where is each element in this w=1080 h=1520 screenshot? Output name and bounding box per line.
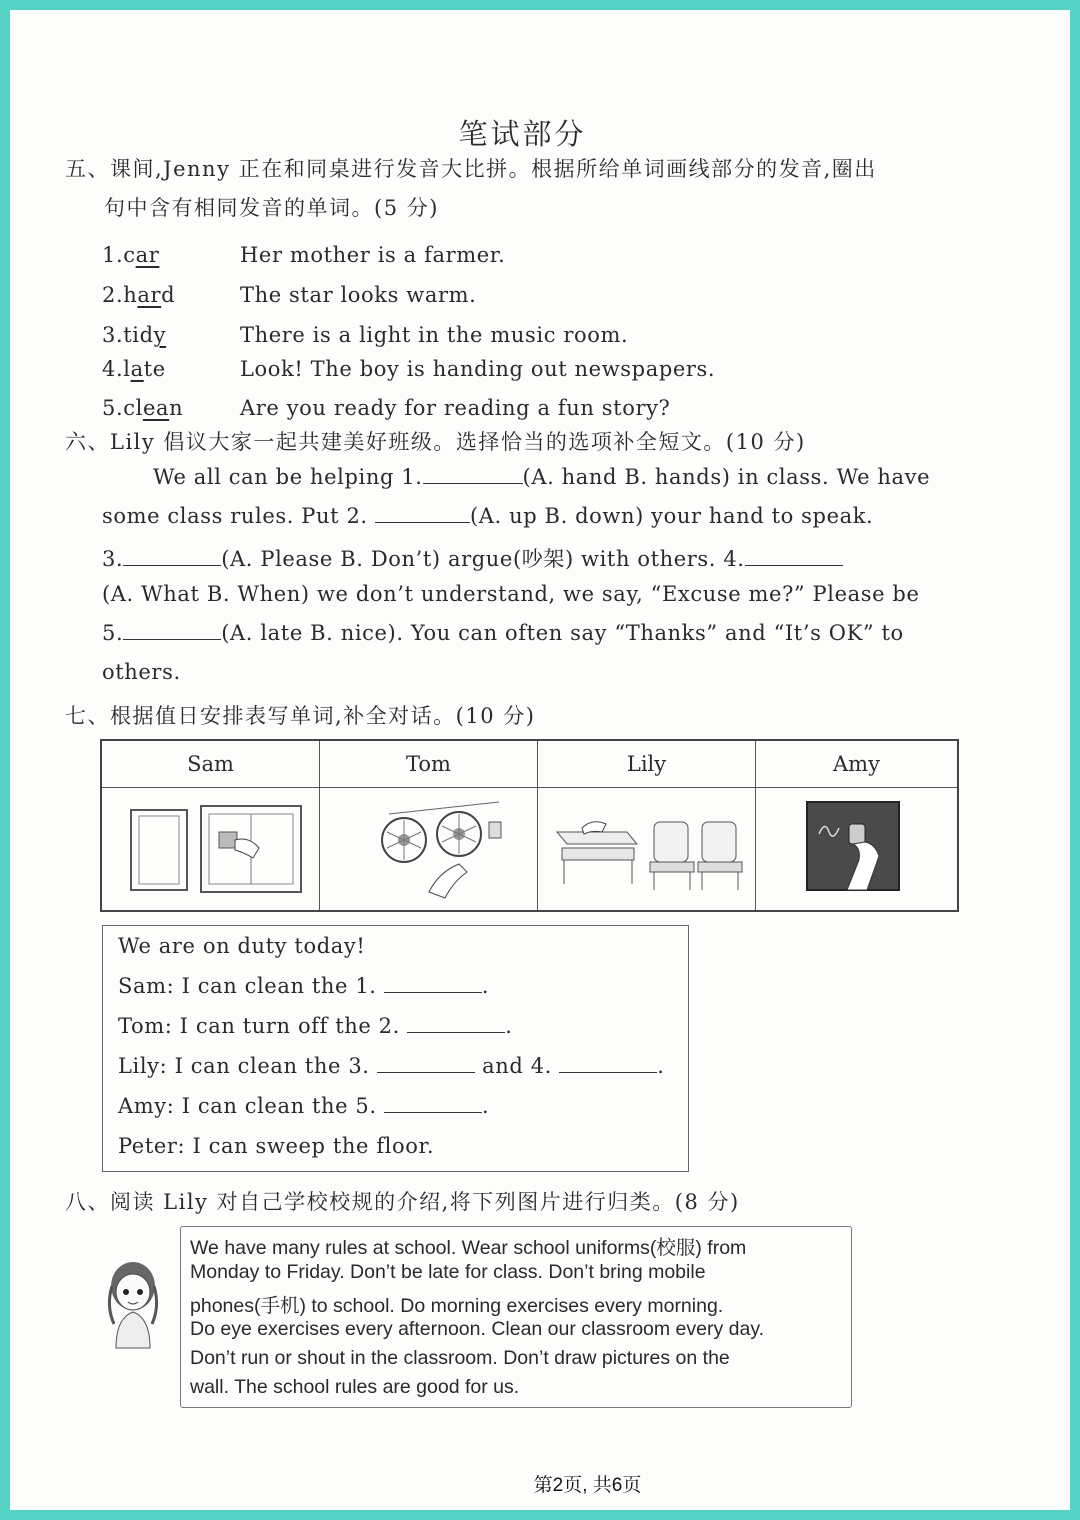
dialogue-sam-text: Sam: I can clean the 1. <box>118 974 377 998</box>
duty-name-tom: Tom <box>320 740 538 788</box>
section6-line5-b: (A. late B. nice). You can often say “Thanks” and “It’s OK” to <box>221 621 904 645</box>
section6-line3-b: (A. Please B. Don’t) argue(吵架) with others. 4. <box>221 547 745 571</box>
word-part: te <box>143 357 166 381</box>
duty-name-lily: Lily <box>538 740 756 788</box>
section6-line2-a: some class rules. Put 2. <box>102 504 368 528</box>
desks-chairs-picture <box>538 788 756 912</box>
dialogue-tom-text: Tom: I can turn off the 2. <box>118 1014 400 1038</box>
word-part: cl <box>123 396 143 420</box>
underlined-part: ea <box>142 396 170 420</box>
worksheet-page <box>10 10 1070 1510</box>
dialogue-amy-text: Amy: I can clean the 5. <box>118 1094 377 1118</box>
phonics-word <box>102 396 183 420</box>
section6-line4: (A. What B. When) we don’t understand, we say, “Excuse me?” Please be <box>102 582 920 606</box>
duty-name-amy: Amy <box>756 740 959 788</box>
item-number: 5. <box>102 396 124 420</box>
word-part: tid <box>123 323 154 347</box>
lily-avatar <box>102 1256 164 1354</box>
answer-blank-5[interactable] <box>123 638 221 640</box>
phonics-sentence[interactable]: Are you ready for reading a fun story? <box>240 396 671 420</box>
section6-line1-b: (A. hand B. hands) in class. We have <box>522 465 931 489</box>
dialogue-lily-text: Lily: I can clean the 3. <box>118 1054 370 1078</box>
answer-blank-2[interactable] <box>375 521 470 523</box>
answer-blank-3[interactable] <box>123 564 221 566</box>
passage-line: Do eye exercises every afternoon. Clean our classroom every day. <box>190 1318 765 1340</box>
section6-line1 <box>153 465 930 489</box>
dialogue-period: . <box>481 974 490 998</box>
section6-line5-a: 5. <box>102 621 124 645</box>
dialogue-period: . <box>505 1014 513 1038</box>
section6-heading: 六、Lily 倡议大家一起共建美好班级。选择恰当的选项补全短文。(10 分) <box>65 430 806 454</box>
dialogue-blank-4[interactable] <box>559 1071 657 1073</box>
dialogue-amy <box>118 1094 489 1118</box>
section6-line1-a: We all can be helping 1. <box>153 465 423 489</box>
dialogue-sam <box>118 974 489 998</box>
dialogue-lily <box>118 1054 665 1078</box>
phonics-word <box>102 243 159 267</box>
word-part: c <box>123 243 136 267</box>
dialogue-tom <box>118 1014 512 1038</box>
phonics-word <box>102 323 166 347</box>
passage-line: We have many rules at school. Wear school uniforms(校服) from <box>190 1237 747 1259</box>
underlined-part: a <box>130 357 144 381</box>
phonics-sentence[interactable]: There is a light in the music room. <box>240 323 629 347</box>
item-number: 4. <box>102 357 124 381</box>
answer-blank-1[interactable] <box>423 482 523 484</box>
window-cleaning-picture <box>101 788 320 912</box>
passage-line: Monday to Friday. Don’t be late for class. Don’t bring mobile <box>190 1261 706 1283</box>
dialogue-box <box>102 925 689 1172</box>
blackboard-picture <box>756 788 959 912</box>
section5-heading-line2: 句中含有相同发音的单词。(5 分) <box>104 196 439 220</box>
item-number: 2. <box>102 283 124 307</box>
underlined-part: ar <box>135 243 160 267</box>
school-rules-passage <box>180 1226 852 1408</box>
dialogue-peter: Peter: I can sweep the floor. <box>118 1134 435 1158</box>
section6-line2 <box>102 504 873 528</box>
duty-name-sam: Sam <box>101 740 320 788</box>
phonics-sentence[interactable]: Look! The boy is handing out newspapers. <box>240 357 716 381</box>
section6-line5 <box>102 621 904 645</box>
word-part: h <box>123 283 138 307</box>
section6-line6: others. <box>102 660 181 684</box>
page-title: 笔试部分 <box>458 117 587 151</box>
item-number: 3. <box>102 323 124 347</box>
section6-line2-b: (A. up B. down) your hand to speak. <box>469 504 874 528</box>
dialogue-blank-2[interactable] <box>407 1031 505 1033</box>
section6-line3-a: 3. <box>102 547 124 571</box>
dialogue-intro: We are on duty today! <box>118 934 366 958</box>
underlined-part: ar <box>137 283 162 307</box>
dialogue-blank-5[interactable] <box>384 1111 482 1113</box>
word-part: n <box>169 396 184 420</box>
item-number: 1. <box>102 243 124 267</box>
dialogue-blank-3[interactable] <box>377 1071 475 1073</box>
dialogue-blank-1[interactable] <box>384 991 482 993</box>
page-number: 第2页, 共6页 <box>533 1475 642 1496</box>
duty-table <box>100 739 959 912</box>
dialogue-period: . <box>481 1094 490 1118</box>
section7-heading: 七、根据值日安排表写单词,补全对话。(10 分) <box>65 704 536 728</box>
underlined-part: y <box>153 323 167 347</box>
passage-line: Don’t run or shout in the classroom. Don’t draw pictures on the <box>190 1347 730 1369</box>
phonics-sentence[interactable]: Her mother is a farmer. <box>240 243 506 267</box>
dialogue-lily-and: and 4. <box>482 1054 552 1078</box>
fans-picture <box>320 788 538 912</box>
dialogue-period: . <box>657 1054 665 1078</box>
word-part: d <box>161 283 176 307</box>
passage-line: wall. The school rules are good for us. <box>190 1376 520 1398</box>
phonics-word <box>102 357 166 381</box>
section5-heading-line1: 五、课间,Jenny 正在和同桌进行发音大比拼。根据所给单词画线部分的发音,圈出 <box>65 157 877 181</box>
passage-line: phones(手机) to school. Do morning exercises every morning. <box>190 1295 724 1317</box>
phonics-word <box>102 283 175 307</box>
section6-line3 <box>102 543 843 573</box>
phonics-sentence[interactable]: The star looks warm. <box>240 283 477 307</box>
answer-blank-4[interactable] <box>745 564 843 566</box>
word-part: l <box>123 357 131 381</box>
section8-heading: 八、阅读 Lily 对自己学校校规的介绍,将下列图片进行归类。(8 分) <box>65 1190 740 1214</box>
